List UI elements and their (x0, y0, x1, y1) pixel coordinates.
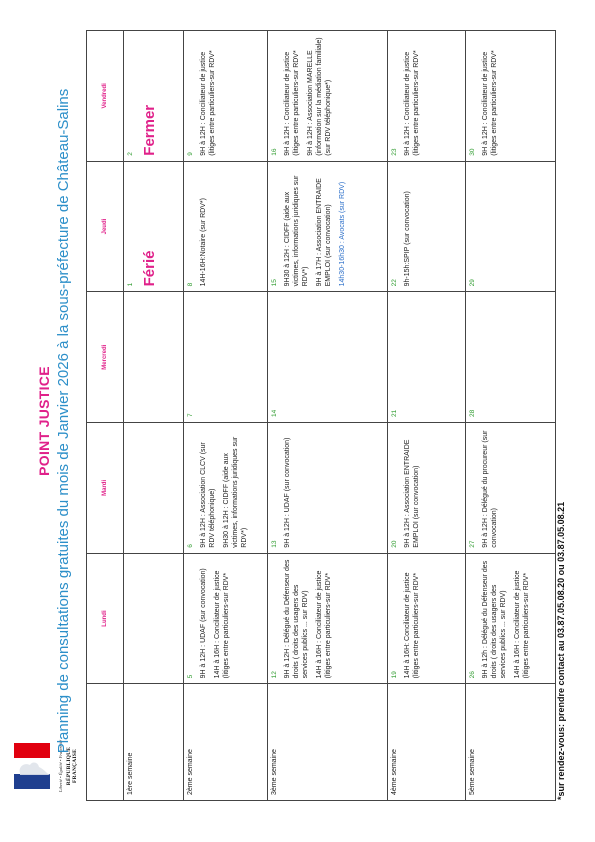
day-number: 8 (187, 282, 194, 287)
consultation-entry: 9H à 12H : Association ENTRAIDE EMPLOI (sur convocation) (404, 439, 420, 548)
day-cell (184, 553, 268, 684)
day-header: Mardi (87, 423, 124, 554)
consultation-entry: 9H à 12H : Association CLCV (sur RDV téléphonique) (200, 442, 216, 548)
day-number: 6 (187, 544, 194, 548)
day-cell (124, 161, 184, 292)
consultation-entry: 14H à 16H : Conciliateur de justice (litiges entre particuliers-sur RDV* (213, 570, 230, 679)
consultation-entry: 14h30-16h30 : Avocats (sur RDV) (338, 181, 346, 287)
day-cell (268, 292, 388, 423)
week-row (184, 31, 268, 801)
day-cell (268, 423, 388, 554)
day-number: 12 (271, 671, 278, 679)
day-header: Mercredi (87, 292, 124, 423)
day-number: 2 (127, 152, 134, 156)
consultation-entry: 9H à 12H : Conciliateur de justice (litiges entre particuliers-sur RDV* (482, 50, 498, 156)
consultation-entry: 9H à 12H : Délégué du procureur (sur convocation) (482, 430, 498, 548)
week-label: 2ème semaine (184, 684, 268, 801)
day-cell (388, 553, 466, 684)
closure-label: Férié (141, 250, 158, 287)
day-cell (466, 161, 556, 292)
day-number: 22 (391, 279, 398, 287)
day-cell (124, 423, 184, 554)
day-header-row (87, 31, 124, 801)
day-number: 14 (271, 409, 278, 418)
logo-motto: Liberté • Égalité • Fraternité (58, 739, 63, 793)
consultation-entry: 9H à 17H : Association ENTRAIDE EMPLOI (sur convocation) (315, 178, 332, 287)
day-number (127, 297, 136, 417)
day-number: 30 (469, 148, 476, 156)
day-number: 21 (391, 409, 398, 418)
week-row (388, 31, 466, 801)
consultation-entry: 9h-15h:SPIP (sur convocation) (404, 191, 411, 287)
consultation-entry: 14H à 16H: Conciliateur de justice (litiges entre particuliers-sur RDV* (404, 572, 420, 679)
week-label: 1ère semaine (124, 684, 184, 801)
consultation-entry: 9H à 12H : Délégué du Défenseur des droits ( droits des usagers des services publics ... sur RDV) (284, 559, 309, 679)
footer-note: *sur rendez-vous: prendre contact au 03.87.05.08.20 ou 03.87.05.08.21 (556, 501, 566, 800)
day-header: Vendredi (87, 31, 124, 162)
day-cell (388, 31, 466, 162)
calendar-table (86, 30, 556, 801)
day-header: Lundi (87, 553, 124, 684)
day-cell (184, 292, 268, 423)
day-number: 20 (391, 540, 398, 548)
day-cell (388, 292, 466, 423)
consultation-entry: 14H à 16H : Conciliateur de justice (litiges entre particuliers-sur RDV* (513, 570, 530, 679)
day-cell (124, 292, 184, 423)
consultation-entry: 14H à 16H : Conciliateur de justice (litiges entre particuliers-sur RDV* (315, 570, 332, 679)
day-number: 26 (469, 671, 476, 679)
day-cell (268, 553, 388, 684)
consultation-entry: 9H à 12H : UDAF (sur convocation) (200, 568, 207, 679)
day-cell (466, 423, 556, 554)
day-cell (268, 161, 388, 292)
day-cell (184, 31, 268, 162)
day-number: 16 (271, 148, 278, 156)
consultation-entry: 9H à 12H : Conciliateur de justice (litiges entre particuliers-sur RDV* (200, 50, 216, 156)
logo-republic-text: RÉPUBLIQUE FRANÇAISE (66, 746, 78, 786)
consultation-entry: 9H à 12H : Association MARELLE (information sur la médiation familiale) (sur RDV téléphonique*) (306, 37, 332, 156)
day-cell (268, 31, 388, 162)
day-number: 23 (391, 148, 398, 156)
day-cell (466, 292, 556, 423)
consultation-entry: 14H-16H:Notaire (sur RDV*) (200, 198, 207, 287)
day-number: 7 (187, 413, 194, 418)
day-header: Jeudi (87, 161, 124, 292)
closure-label: Fermer (141, 104, 158, 156)
day-cell (466, 553, 556, 684)
day-number: 13 (271, 540, 278, 548)
day-number (127, 559, 136, 679)
day-cell (388, 423, 466, 554)
consultation-entry: 9H à 12H : Conciliateur de justice (litiges entre particuliers-sur RDV* (404, 50, 420, 156)
day-number: 15 (271, 279, 278, 287)
consultation-entry: 9H à 12H : UDAF (sur convocation) (284, 437, 291, 548)
day-cell (124, 31, 184, 162)
day-number (127, 428, 136, 548)
day-cell (388, 161, 466, 292)
day-cell (466, 31, 556, 162)
day-number: 1 (127, 282, 134, 287)
day-cell (184, 161, 268, 292)
consultation-entry: 9H30 à 12H : CIDFF (aide aux victimes, informations juridiques sur RDV*) (222, 436, 248, 548)
week-row (466, 31, 556, 801)
day-number: 28 (469, 409, 476, 418)
week-row (268, 31, 388, 801)
day-cell (124, 553, 184, 684)
corner-cell (87, 684, 124, 801)
week-row (124, 31, 184, 801)
day-number: 9 (187, 152, 194, 156)
page-title: POINT JUSTICE (36, 366, 52, 476)
consultation-entry: 9H à 12h : Délégué du Défenseur des droits ( droits des usagers des services publics ... sur RDV) (482, 560, 507, 679)
week-label: 5ème semaine (466, 684, 556, 801)
week-label: 3ème semaine (268, 684, 388, 801)
consultation-entry: 9H à 12H : Conciliateur de justice (litiges entre particuliers-sur RDV* (284, 50, 300, 156)
week-label: 4ème semaine (388, 684, 466, 801)
day-number: 5 (187, 674, 194, 679)
day-number: 27 (469, 540, 476, 548)
day-number: 29 (469, 279, 476, 287)
page-subtitle: Planning de consultations gratuites du mois de Janvier 2026 à la sous-préfecture de Château-Salins (55, 88, 72, 754)
day-cell (184, 423, 268, 554)
day-number: 19 (391, 671, 398, 679)
consultation-entry: 9H30 à 12H : CIDFF (aide aux victimes, informations juridiques sur RDV*) (284, 175, 309, 287)
